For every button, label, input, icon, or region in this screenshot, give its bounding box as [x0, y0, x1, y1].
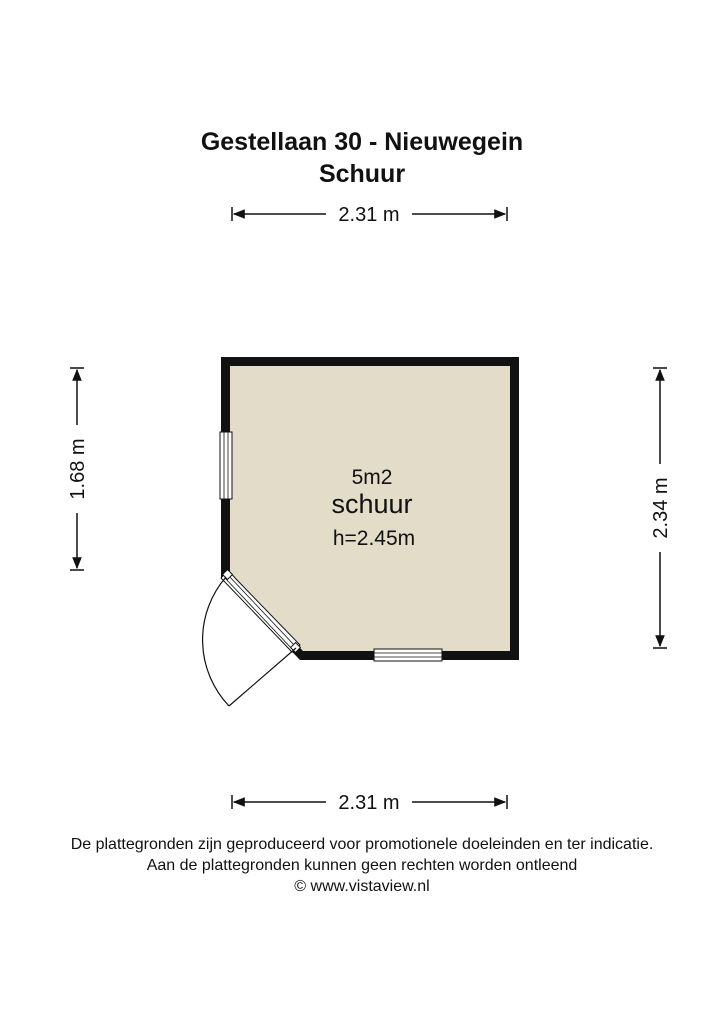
room-height: h=2.45m	[332, 527, 416, 550]
door-leaf	[229, 648, 296, 706]
address-title: Gestellaan 30 - Nieuwegein	[200, 128, 524, 156]
room-name: schuur	[331, 489, 413, 519]
dimension-right	[650, 368, 672, 648]
dimension-right-label: 2.34 m	[650, 477, 672, 539]
dimension-left	[67, 368, 89, 570]
disclaimer-line-1: De plattegronden zijn geproduceerd voor promotionele doeleinden en ter indicatie.	[70, 836, 654, 853]
dimension-top-label: 2.31 m	[338, 204, 400, 226]
dimension-left-label: 1.68 m	[67, 438, 89, 500]
copyright-line: © www.vistaview.nl	[294, 878, 430, 895]
dimension-top	[232, 204, 507, 226]
disclaimer-line-2: Aan de plattegronden kunnen geen rechten worden ontleend	[146, 857, 578, 874]
door-swing-arc	[203, 577, 229, 706]
dimension-bottom	[232, 792, 507, 814]
window-left	[220, 432, 232, 499]
window-bottom	[374, 649, 442, 661]
dimension-bottom-label: 2.31 m	[338, 792, 400, 814]
room-area: 5m2	[351, 466, 393, 489]
building-title: Schuur	[318, 160, 406, 188]
